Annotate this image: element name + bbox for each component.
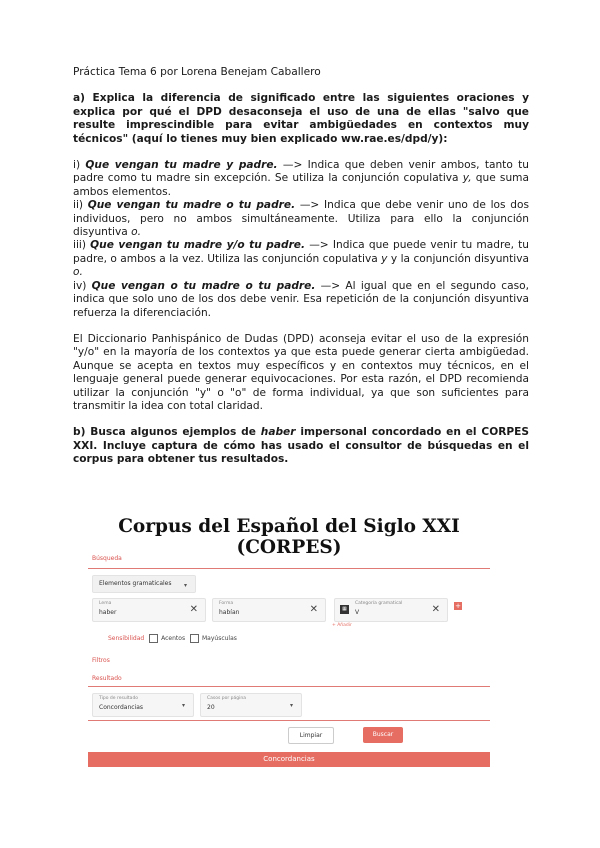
item-iii-number: iii) [73, 239, 91, 252]
item-ii-example: Que vengan tu madre o tu padre. [87, 199, 296, 212]
item-ii-text: —> Indica que debe venir uno de los dos individuos, pero no ambos simultáneamente. Utiliza para ello la conjunción disyuntiva [73, 199, 529, 239]
clear-categoria-icon[interactable]: ✕ [431, 604, 440, 615]
document-title: Práctica Tema 6 por Lorena Benejam Caballero [73, 66, 321, 78]
item-iii-text: —> Indica que puede venir tu madre, tu padre, o ambos a la vez. Utiliza las conjunción copulativa [73, 239, 529, 265]
sensibilidad-label: Sensibilidad [108, 635, 145, 642]
mayusculas-checkbox[interactable] [190, 634, 199, 643]
item-iii-example: Que vengan tu madre y/o tu padre. [90, 239, 306, 252]
item-i-example: Que vengan tu madre y padre. [85, 159, 278, 172]
item-iii-conj-y: y [381, 252, 388, 265]
item-ii [73, 199, 529, 239]
concordancias-bar[interactable]: Concordancias [88, 752, 490, 767]
paragraph-dpd: El Diccionario Panhispánico de Dudas (DPD) aconseja evitar el uso de la expresión "y/o" en la mayoría de los contextos ya que esta puede generar cierta ambigüedad. Aunque se acepta en textos muy específicos y en contextos muy técnicos, en el lenguaje general puede generar equivocaciones. Por esta razón, el DPD recomienda utilizar la conjunción "y" o "o" de forma individual, ya que son suficientes para transmitir la idea con total claridad. [73, 332, 529, 412]
question-b [73, 426, 529, 466]
clear-forma-icon[interactable]: ✕ [309, 604, 318, 615]
casos-value: 20 [207, 704, 215, 711]
item-iii [73, 239, 529, 279]
chevron-down-icon: ▾ [181, 702, 185, 709]
item-i [73, 159, 529, 199]
lema-field[interactable] [92, 598, 206, 622]
item-iv-text: —> Al igual que en el segundo caso, indica que solo uno de los dos debe venir. Esa repetición de la conjunción disyuntiva refuerza la diferenciación. [73, 279, 529, 319]
busqueda-divider [88, 568, 490, 569]
busqueda-label: Búsqueda [92, 555, 122, 562]
clear-lema-icon[interactable]: ✕ [189, 604, 198, 615]
acentos-label: Acentos [161, 635, 186, 642]
actions-divider [88, 720, 490, 721]
document-body [73, 66, 529, 467]
item-i-number: i) [73, 159, 86, 172]
lema-label: Lema [99, 601, 112, 606]
item-ii-number: ii) [73, 199, 88, 212]
elements-select-value: Elementos gramaticales [99, 580, 172, 587]
item-i-conj: y, [462, 172, 472, 185]
categoria-label: Categoría gramatical [355, 601, 403, 606]
chevron-down-icon: ▾ [183, 582, 187, 589]
add-element-icon[interactable]: + [455, 602, 461, 610]
categoria-value: V [355, 609, 360, 616]
mayusculas-label: Mayúsculas [202, 635, 237, 642]
item-iv [73, 280, 529, 320]
item-iv-example: Que vengan o tu madre o tu padre. [91, 279, 316, 292]
resultado-divider [88, 686, 490, 687]
tipo-resultado-label: Tipo de resultado [99, 696, 139, 701]
forma-field[interactable] [212, 598, 326, 622]
item-i-text: —> Indica que deben venir ambos, tanto tu padre como tu madre sin excepción. Se utiliza la conjunción copulativa [73, 159, 529, 185]
tipo-resultado-select[interactable] [92, 693, 194, 717]
question-a: a) Explica la diferencia de significado entre las siguientes oraciones y explica por qué el DPD desaconseja el uso de una de ellas "salvo que resulte imprescindible para evitar ambigüedades en contextos muy técnicos" (aquí lo tienes muy bien explicado ww.rae.es/dpd/y): [73, 92, 529, 145]
item-ii-conj: o. [131, 226, 141, 239]
elements-select[interactable] [92, 575, 196, 593]
question-b-haber: haber [260, 426, 296, 439]
acentos-checkbox[interactable] [149, 634, 158, 643]
item-iii-text2: y la conjunción disyuntiva [387, 252, 530, 265]
casos-select[interactable] [200, 693, 302, 717]
categoria-field[interactable] [334, 598, 448, 622]
question-b-post: impersonal concordado en el CORPES XXI. Incluye captura de cómo has usado el consultor de búsquedas en el corpus para obtener tus resultados. [73, 426, 529, 466]
item-i-text2: que suma ambos elementos. [73, 172, 529, 198]
resultado-label: Resultado [92, 675, 122, 682]
tipo-resultado-value: Concordancias [99, 704, 144, 711]
forma-label: Forma [219, 601, 234, 606]
corpes-title: Corpus del Español del Siglo XXI (CORPES) [118, 516, 460, 558]
item-iv-number: iv) [73, 279, 92, 292]
filtros-label[interactable]: Filtros [92, 657, 110, 664]
casos-label: Casos por página [207, 696, 246, 701]
question-b-pre: b) Busca algunos ejemplos de [73, 426, 261, 439]
limpiar-button[interactable]: Limpiar [288, 727, 334, 744]
buscar-button[interactable]: Buscar [363, 727, 403, 743]
forma-value: habían [219, 609, 240, 616]
sensibilidad-row [108, 634, 237, 643]
corpes-screenshot [88, 512, 490, 770]
add-more-link[interactable]: + Añadir [332, 623, 352, 628]
chevron-down-icon: ▾ [289, 702, 293, 709]
grid-icon: ▦ [340, 605, 349, 614]
item-iii-conj-o: o. [73, 266, 83, 279]
lema-value: haber [99, 609, 117, 616]
